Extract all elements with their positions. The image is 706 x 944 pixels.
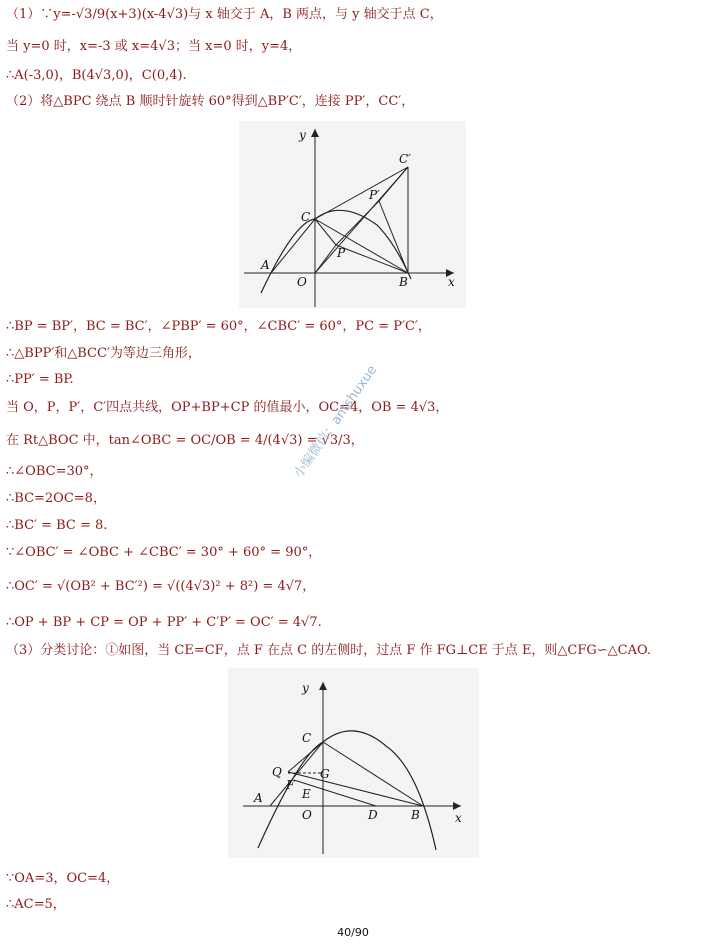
page-number: 40/90 [337, 926, 369, 939]
text-line-12: ∴BC′ = BC = 8. [6, 518, 108, 533]
text-line-4: （2）将△BPC 绕点 B 顺时针旋转 60°得到△BP′C′，连接 PP′，CC′， [6, 94, 415, 109]
y-axis-arrow [311, 129, 319, 137]
text-line-11: ∴BC=2OC=8， [6, 491, 106, 506]
label-O: O [302, 808, 312, 822]
text-line-10: ∴∠OBC=30°， [6, 464, 103, 479]
label-C: C [301, 210, 311, 224]
text-line-7: ∴PP′ = BP. [6, 372, 74, 387]
y-axis-arrow [319, 682, 327, 690]
label-Q: Q [272, 765, 282, 779]
text-line-18: ∴AC=5， [6, 897, 66, 912]
label-E: E [302, 787, 311, 801]
text-line-1: （1）∵y=-√3/9(x+3)(x-4√3)与 x 轴交于 A，B 两点，与 y 轴交于点 C， [6, 7, 443, 22]
parabola-curve [261, 210, 411, 293]
text-line-16: （3）分类讨论：①如图，当 CE=CF，点 F 在点 C 的左侧时，过点 F 作 FG⊥CE 于点 E，则△CFG∽△CAO. [6, 643, 652, 658]
label-B: B [411, 808, 420, 822]
figure-rotation-diagram [239, 121, 466, 308]
label-O: O [297, 275, 307, 289]
text-line-2: 当 y=0 时，x=-3 或 x=4√3；当 x=0 时，y=4， [6, 39, 302, 54]
segment-A-C [271, 219, 315, 273]
text-line-14: ∴OC′ = √(OB² + BC′²) = √((4√3)² + 8²) = 4√7， [6, 579, 316, 594]
segment-Pp-Cp [379, 167, 408, 201]
segment-C-Cp [315, 167, 408, 219]
segment-P-B [336, 245, 408, 273]
label-A: A [254, 791, 263, 805]
label-F: F [286, 778, 295, 792]
label-D: D [368, 808, 378, 822]
text-line-15: ∴OP + BP + CP = OP + PP′ + C′P′ = OC′ = 4√7. [6, 615, 322, 630]
segment-C-B [323, 742, 423, 806]
text-line-13: ∵∠OBC′ = ∠OBC + ∠CBC′ = 30° + 60° = 90°， [6, 545, 322, 560]
text-line-3: ∴A(-3,0)，B(4√3,0)，C(0,4). [6, 68, 187, 83]
segment-O-P [315, 245, 336, 273]
watermark: 小编微信：antshuxue [291, 362, 381, 481]
segment-Q-C [288, 742, 323, 772]
parabola-curve [258, 731, 436, 850]
text-line-5: ∴BP = BP′，BC = BC′，∠PBP′ = 60°，∠CBC′ = 60°，PC = P′C′， [6, 319, 431, 334]
figure2-svg [228, 668, 479, 858]
text-line-6: ∴△BPP′和△BCC′为等边三角形， [6, 346, 201, 361]
x-axis-arrow [453, 802, 461, 810]
figure1-svg [239, 121, 466, 308]
segment-Pp-B [379, 201, 408, 273]
label-G: G [320, 767, 330, 781]
label-x: x [448, 275, 455, 289]
label-B: B [399, 275, 408, 289]
label-x: x [455, 811, 462, 825]
text-line-9: 在 Rt△BOC 中，tan∠OBC = OC/OB = 4/(4√3) = √3/3， [6, 433, 364, 448]
figure-similar-triangles-diagram [228, 668, 479, 858]
segment-C-P [315, 219, 336, 245]
label-Pp: P′ [369, 188, 380, 202]
label-y: y [302, 681, 309, 695]
label-Cp: C′ [399, 152, 411, 166]
text-line-17: ∵OA=3，OC=4， [6, 871, 120, 886]
label-P: P [337, 246, 346, 260]
segment-P-Pp [336, 201, 379, 245]
label-y: y [299, 128, 306, 142]
text-line-8: 当 O，P，P′，C′四点共线，OP+BP+CP 的值最小，OC=4，OB = 4√3， [6, 400, 449, 415]
label-C: C [302, 731, 312, 745]
label-A: A [261, 258, 270, 272]
